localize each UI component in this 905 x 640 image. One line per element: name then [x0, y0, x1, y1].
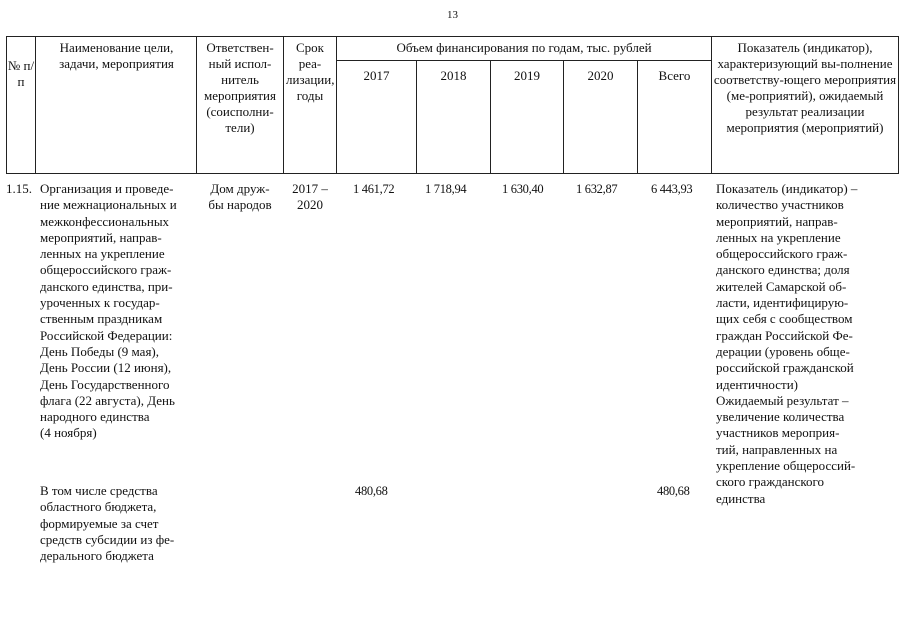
row-indicator-line: дерации (уровень обще- [716, 343, 850, 359]
row-name-line: уроченных к государ- [40, 295, 160, 311]
header-year-2020: 2020 [587, 68, 614, 83]
row-indicator-line: мероприятий, направ- [716, 213, 838, 229]
header-financing: Объем финансирования по годам, тыс. рублей [396, 40, 652, 55]
row-value-2020: 1 632,87 [576, 182, 618, 196]
row-responsible-line: бы народов [208, 197, 272, 213]
row-name-line: День Государственного [40, 376, 170, 392]
subrow-value-2017: 480,68 [355, 484, 388, 498]
row-name-line: День России (12 июня), [40, 360, 172, 376]
row-value-total: 6 443,93 [651, 182, 693, 196]
row-name-line: межконфессиональных [40, 213, 170, 229]
header-year-2017: 2017 [363, 68, 390, 83]
header-num: № п/п [7, 58, 35, 89]
row-name-line: День Победы (9 мая), [40, 343, 160, 359]
row-name-line: мероприятий, направ- [40, 229, 162, 245]
subrow-name-line: средств субсидии из фе- [40, 531, 175, 547]
row-indicator-line: укрепление общероссий- [716, 458, 856, 474]
page-number: 13 [447, 9, 458, 21]
row-name-line: данского единства, при- [40, 278, 173, 294]
header-name: Наименование цели, задачи, мероприятия [59, 40, 174, 71]
subrow-name [40, 483, 200, 564]
header-year-2019: 2019 [514, 68, 540, 83]
row-responsible [198, 181, 282, 214]
row-name-line: ленных на укрепление [40, 246, 165, 262]
row-name-line: (4 ноября) [40, 425, 97, 441]
row-term [284, 181, 336, 214]
row-name-line: Организация и проведе- [40, 181, 174, 196]
row-indicator-line: идентичности) [716, 376, 798, 392]
header-total: Всего [658, 68, 691, 83]
row-indicator-line: жителей Самарской об- [716, 278, 847, 294]
row-indicator-line: ского гражданского [716, 474, 825, 490]
header-term: Срок реа-лизации, годы [286, 40, 335, 103]
row-name-line: ственным праздникам [40, 311, 163, 327]
row-indicator-line: единства [716, 490, 766, 506]
row-value-2019: 1 630,40 [502, 182, 544, 196]
subrow-name-line: дерального бюджета [40, 548, 154, 564]
row-indicator-line: Показатель (индикатор) – [716, 181, 858, 196]
row-name-line: народного единства [40, 409, 150, 425]
subrow-value-total: 480,68 [657, 484, 690, 498]
row-indicator-line: щих себя с сообществом [716, 311, 853, 327]
table-header [6, 36, 899, 174]
row-name-line: Российской Федерации: [40, 327, 173, 343]
row-indicator-line: российской гражданской [716, 360, 854, 376]
row-indicator-line: участников мероприя- [716, 425, 840, 441]
row-indicator [716, 181, 901, 507]
header-year-2018: 2018 [440, 68, 467, 83]
subrow-name-line: областного бюджета, [40, 499, 157, 515]
row-number: 1.15. [6, 181, 32, 196]
row-name-line: ние межнациональных и [40, 197, 177, 213]
row-name-line: общероссийского граж- [40, 262, 172, 278]
header-responsible: Ответствен-ный испол-нитель мероприятия (соисполни-тели) [203, 40, 276, 135]
row-indicator-line: ласти, идентифицирую- [716, 295, 849, 311]
row-indicator-line: увеличение количества [716, 409, 845, 425]
row-name-line: флага (22 августа), День [40, 392, 175, 408]
row-indicator-line: данского единства; доля [716, 262, 850, 278]
row-indicator-line: общероссийского граж- [716, 246, 848, 262]
row-term-line: 2020 [297, 197, 323, 213]
row-indicator-line: граждан Российской Фе- [716, 327, 853, 343]
row-indicator-line: Ожидаемый результат – [716, 392, 849, 408]
row-responsible-line: Дом друж- [210, 181, 270, 196]
row-value-2018: 1 718,94 [425, 182, 467, 196]
subrow-name-line: формируемые за счет [40, 515, 159, 531]
subrow-name-line: В том числе средства [40, 483, 158, 498]
row-name [40, 181, 200, 442]
row-indicator-line: тий, направленных на [716, 441, 838, 457]
row-value-2017: 1 461,72 [353, 182, 395, 196]
header-indicator: Показатель (индикатор), характеризующий вы-полнение соответству-ющего мероприятия (ме-роприятий), ожидаемый результат реализации мероприятия (мероприятий) [713, 40, 897, 135]
row-indicator-line: ленных на укрепление [716, 229, 841, 245]
row-term-line: 2017 – [292, 181, 328, 196]
row-indicator-line: количество участников [716, 197, 844, 213]
